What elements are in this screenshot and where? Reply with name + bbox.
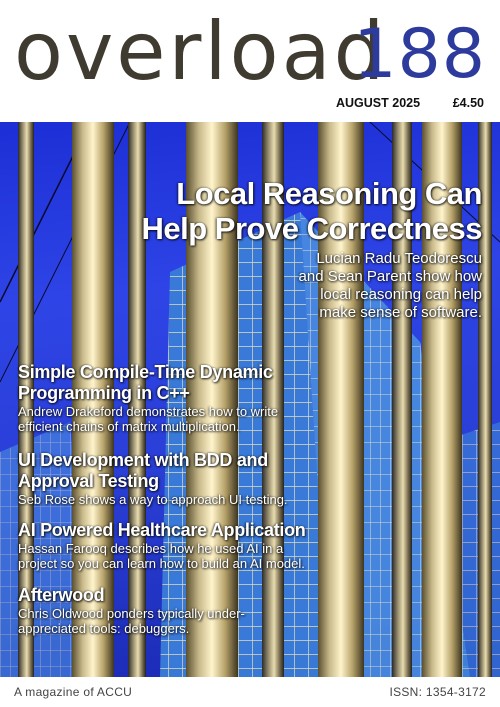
issue-date-price xyxy=(336,96,484,110)
article-teaser xyxy=(18,520,358,571)
article-title xyxy=(18,520,358,541)
article-teaser xyxy=(18,450,358,507)
lead-title-line: Help Prove Correctness xyxy=(141,211,482,246)
cover-image xyxy=(0,122,500,677)
lead-dek-line: Lucian Radu Teodorescu xyxy=(316,250,482,267)
article-dek-line: appreciated tools: debuggers. xyxy=(18,621,190,636)
article-dek xyxy=(18,541,358,571)
article-title-line: UI Development with BDD and xyxy=(18,450,268,470)
article-dek-line: Hassan Farooq describes how he used AI in a xyxy=(18,541,284,556)
magazine-logo: overload xyxy=(14,5,388,98)
article-title-line: Afterwood xyxy=(18,585,105,605)
lead-title-line: Local Reasoning Can xyxy=(176,176,482,211)
article-dek-line: Seb Rose shows a way to approach UI testing. xyxy=(18,492,288,507)
issue-date: AUGUST 2025 xyxy=(336,96,421,110)
tagline: A magazine of ACCU xyxy=(14,685,133,699)
article-dek xyxy=(18,404,358,434)
article-dek-line: Andrew Drakeford demonstrates how to write xyxy=(18,404,279,419)
article-title-line: AI Powered Healthcare Application xyxy=(18,520,306,540)
article-dek-line: efficient chains of matrix multiplication. xyxy=(18,419,240,434)
lead-dek-line: make sense of software. xyxy=(319,304,482,321)
article-dek-line: project so you can learn how to build an AI model. xyxy=(18,556,305,571)
issue-number: 188 xyxy=(353,15,486,94)
article-dek-line: Chris Oldwood ponders typically under- xyxy=(18,606,245,621)
article-dek xyxy=(18,492,358,507)
lead-dek-line: local reasoning can help xyxy=(320,286,482,303)
article-dek xyxy=(18,606,358,636)
article-teaser xyxy=(18,585,358,636)
cover-footer xyxy=(0,677,500,707)
issn-number: ISSN: 1354-3172 xyxy=(389,685,486,699)
article-teaser xyxy=(18,362,358,434)
masthead xyxy=(0,0,500,122)
article-title xyxy=(18,585,358,606)
lead-article-title xyxy=(102,176,482,246)
article-title-line: Approval Testing xyxy=(18,471,159,491)
article-title-line: Programming in C++ xyxy=(18,383,190,403)
lead-article-dek xyxy=(252,250,482,322)
article-title xyxy=(18,450,358,492)
issue-price: £4.50 xyxy=(452,96,484,110)
article-title xyxy=(18,362,358,404)
article-title-line: Simple Compile-Time Dynamic xyxy=(18,362,273,382)
lead-dek-line: and Sean Parent show how xyxy=(298,268,482,285)
